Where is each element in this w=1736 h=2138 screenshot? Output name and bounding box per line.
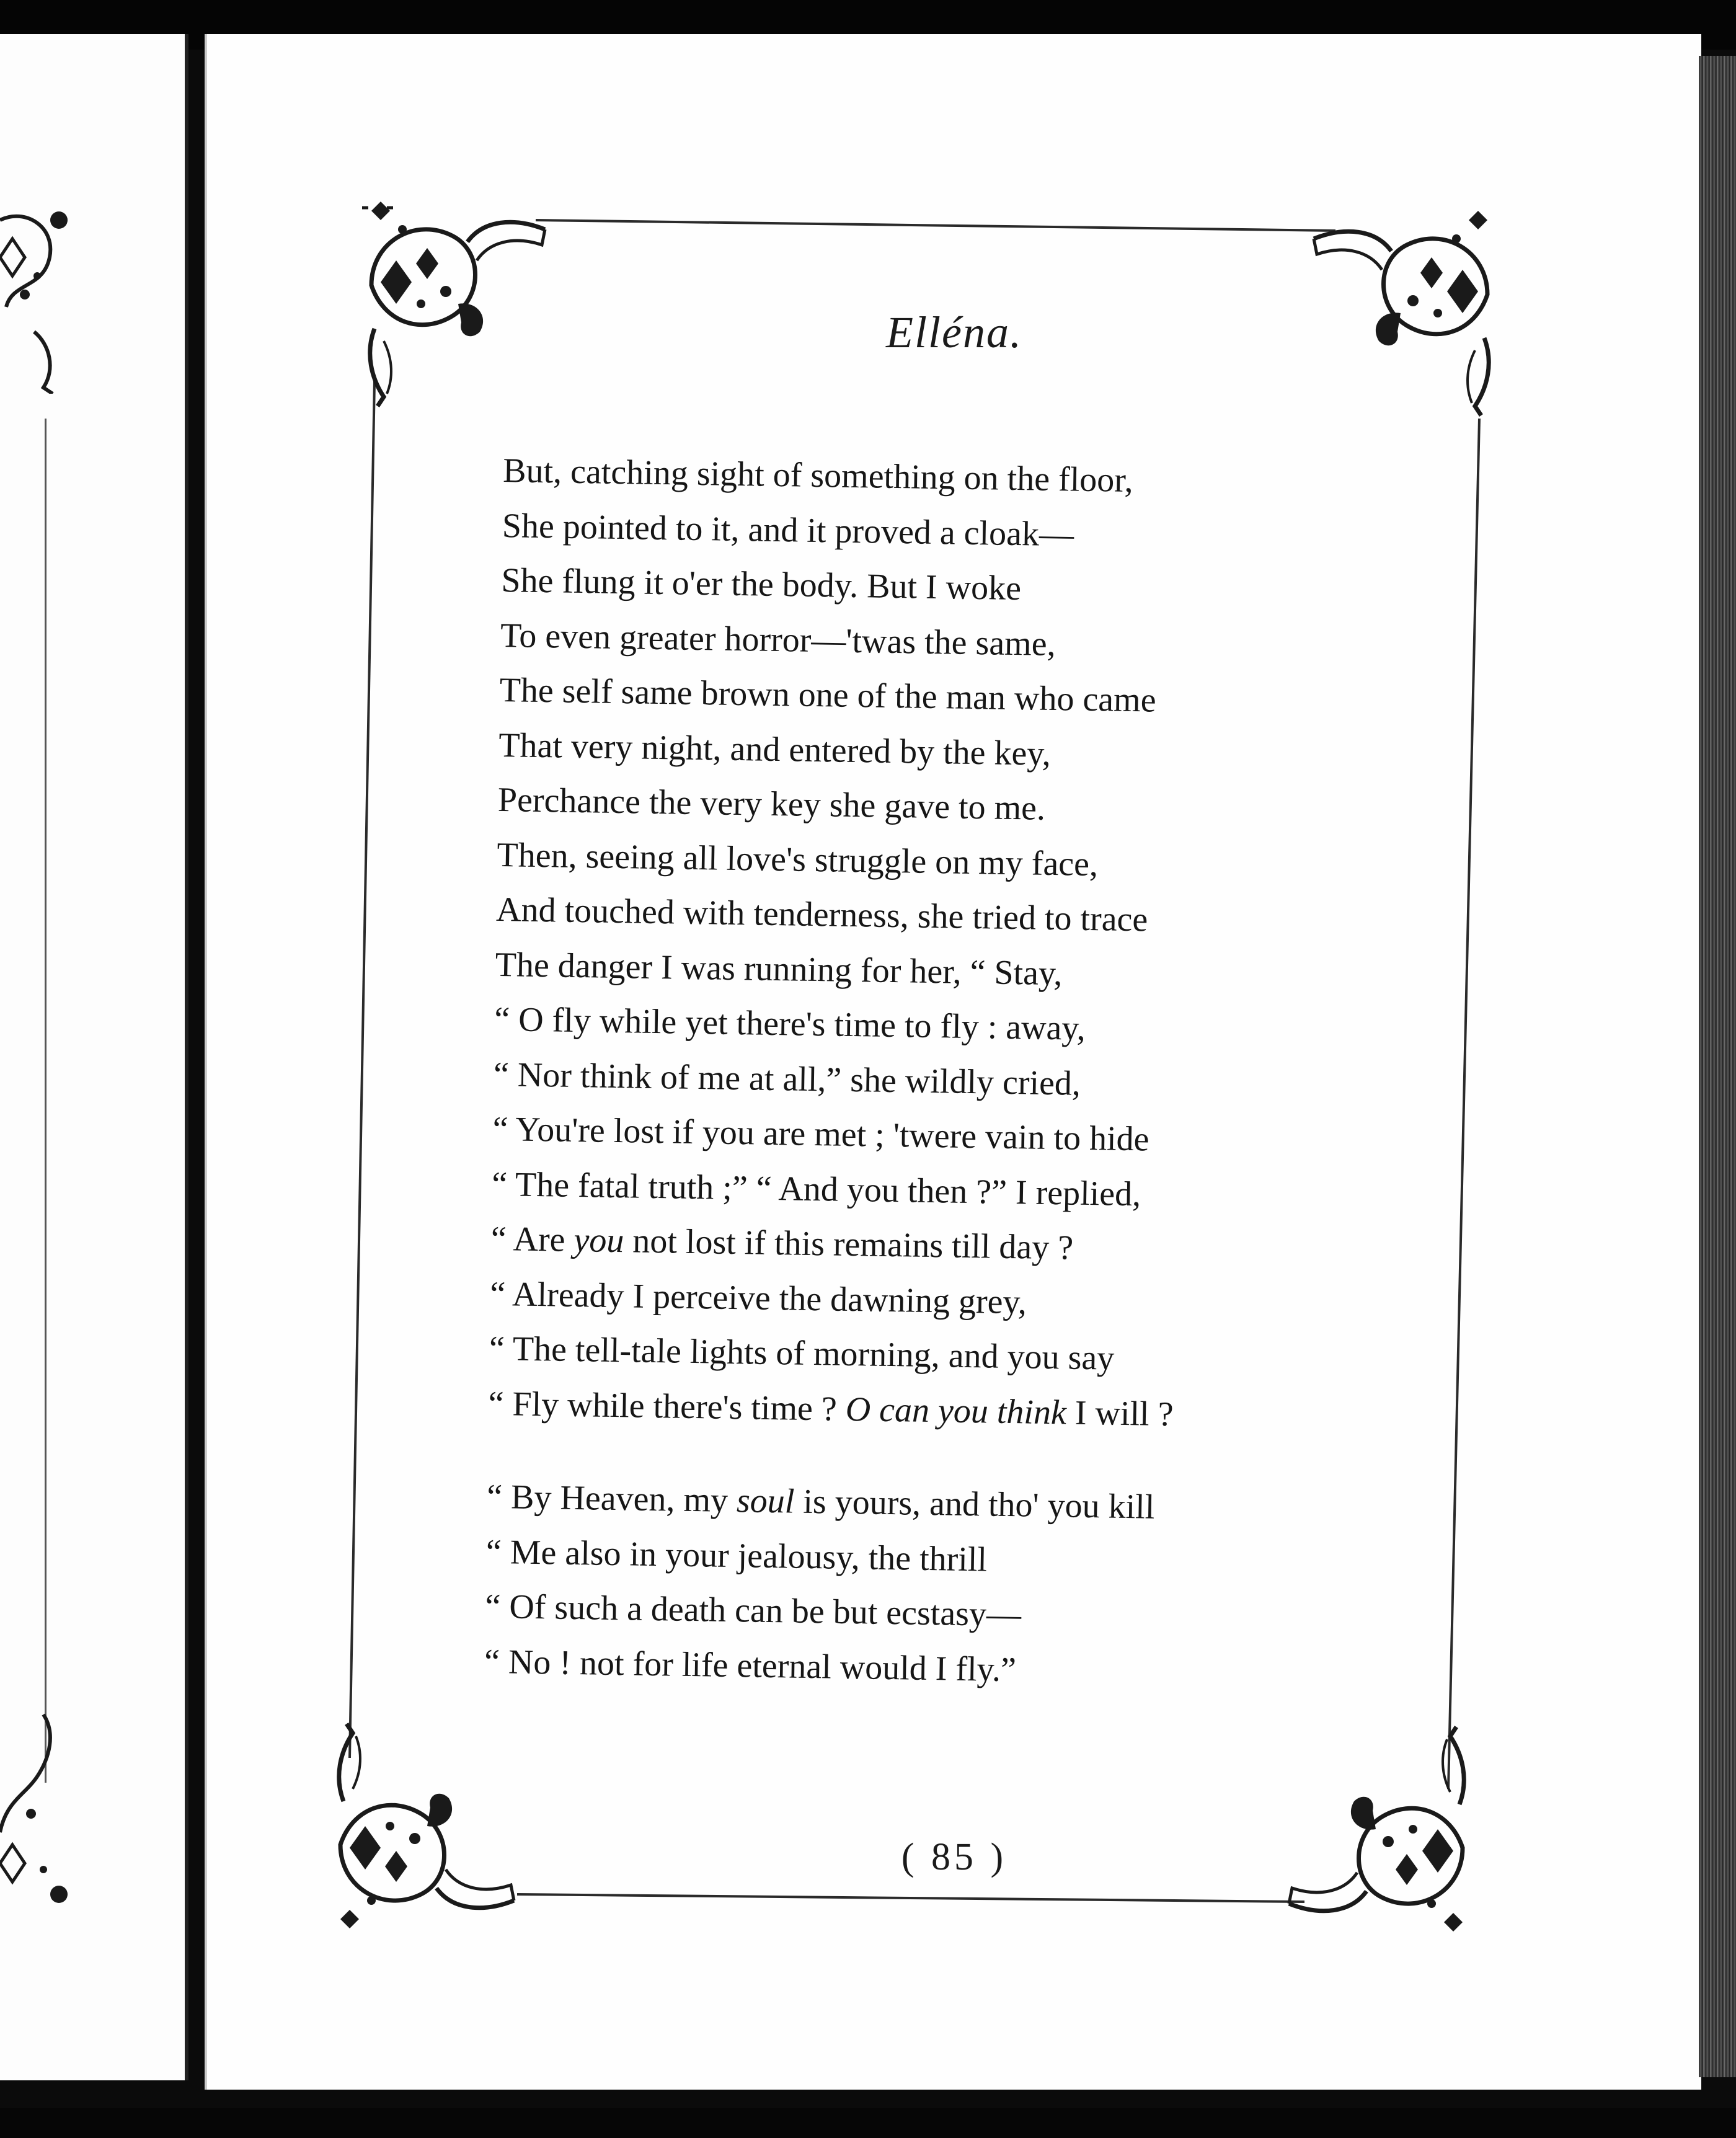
poem-line: “ Already I perceive the dawning grey, xyxy=(489,1274,1027,1321)
running-title: Elléna. xyxy=(886,308,1022,357)
emphasized-word: you xyxy=(574,1220,624,1261)
poem-line: “ Me also in your jealousy, the thrill xyxy=(485,1532,988,1579)
emphasized-phrase: O can you think xyxy=(845,1390,1067,1432)
poem-line: “ The tell-tale lights of morning, and you say xyxy=(489,1329,1115,1378)
poem-line: Then, seeing all love's struggle on my face, xyxy=(497,835,1099,884)
poem-line: The danger I was running for her, “ Stay, xyxy=(495,945,1063,993)
corner-flourish-bottom-right-icon xyxy=(1289,1727,1464,1932)
poem-line: “ No ! not for life eternal would I fly.” xyxy=(484,1642,1017,1689)
line-text: “ Fly while there's time ? xyxy=(488,1384,846,1429)
line-text: I will ? xyxy=(1066,1393,1174,1434)
poem-line: But, catching sight of something on the floor, xyxy=(502,451,1134,500)
frame-rule-left xyxy=(350,381,374,1758)
page-number: ( 85 ) xyxy=(901,1836,1008,1878)
poem-line: The self same brown one of the man who came xyxy=(499,670,1157,720)
line-text: not lost if this remains till day ? xyxy=(623,1222,1074,1267)
poem-body xyxy=(484,443,1569,1706)
line-text: “ By Heaven, my xyxy=(486,1477,737,1520)
facing-page-rule xyxy=(45,419,46,1783)
poem-line: She flung it o'er the body. But I woke xyxy=(501,561,1022,608)
line-text: “ Are xyxy=(490,1219,575,1259)
poem-line: “ Of such a death can be but ecstasy— xyxy=(485,1587,1022,1635)
poem-line: To even greater horror—'twas the same, xyxy=(500,616,1056,663)
frame-rule-top xyxy=(536,220,1335,231)
facing-corner-ornament-top-icon xyxy=(0,183,74,394)
corner-flourish-top-left-icon xyxy=(362,202,545,406)
stanza-1 xyxy=(488,443,1570,1448)
poem-line: Perchance the very key she gave to me. xyxy=(497,780,1046,828)
poem-line: That very night, and entered by the key, xyxy=(498,725,1052,773)
poem-line: “ The fatal truth ;” “ And you then ?” I replied, xyxy=(491,1164,1141,1213)
poem-line: “ You're lost if you are met ; 'twere vain to hide xyxy=(492,1109,1150,1159)
book-page-edges xyxy=(1699,56,1736,2077)
book-page xyxy=(205,34,1701,2090)
poem-line: And touched with tenderness, she tried to trace xyxy=(495,890,1148,939)
facing-page xyxy=(0,34,188,2080)
line-text: is yours, and tho' you kill xyxy=(794,1482,1155,1527)
facing-corner-ornament-bottom-icon xyxy=(0,1708,74,1919)
corner-flourish-bottom-left-icon xyxy=(339,1724,514,1928)
poem-line: She pointed to it, and it proved a cloak— xyxy=(502,506,1074,554)
emphasized-word: soul xyxy=(736,1481,795,1521)
scan-bottom-border xyxy=(0,2108,1736,2138)
frame-rule-bottom xyxy=(517,1894,1304,1902)
poem-line: “ Nor think of me at all,” she wildly cried, xyxy=(493,1055,1081,1103)
poem-line: “ O fly while yet there's time to fly : away, xyxy=(494,1000,1086,1048)
stanza-2 xyxy=(484,1470,1553,1706)
